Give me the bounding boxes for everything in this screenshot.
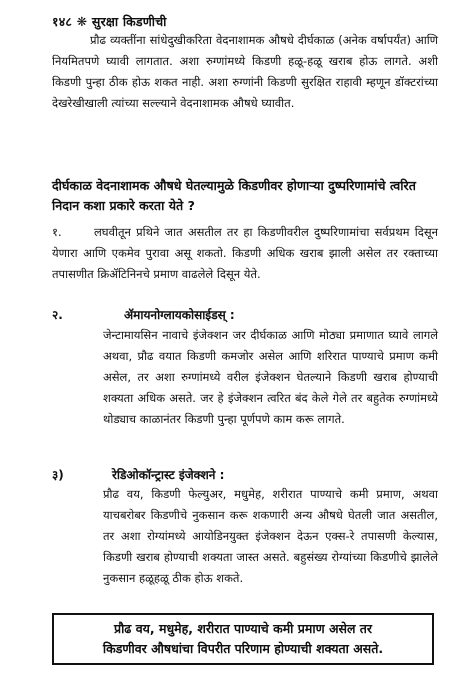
boxed-note	[52, 613, 434, 665]
item-number: ३)	[52, 468, 64, 482]
question-heading: दीर्घकाळ वेदनाशामक औषधे घेतल्यामुळे किडणीवर होणाऱ्या दुष्परिणामांचे त्वरित निदान कशा प्रकारे करता येते ?	[52, 178, 416, 213]
subheading-label: ॲमायनोग्लायकोसाईडस् :	[124, 308, 235, 322]
aminoglycosides-paragraph: जेन्टामायसिन नावाचे इंजेक्शन जर दीर्घकाळ आणि मोठ्या प्रमाणात घ्यावे लागले अथवा, प्रौढ वयात किडणी कमजोर असेल आणि शरिरात पाण्याचे प्रमाण कमी असेल, तर अशा रुग्णांमध्ये वरील इंजेक्शन घेतल्याने किडणी खराब होण्याची शक्यता अधिक असते. जर हे इंजेक्शन त्वरित बंद केले गेले तर बहुतेक रुग्णांमध्ये थोड्याच काळानंतर किडणी पुन्हा पूर्णपणे काम करू लागते.	[103, 328, 438, 426]
item-number: १.	[52, 225, 62, 239]
item-number: २.	[52, 308, 63, 322]
ornament-icon: ❋	[76, 14, 88, 29]
note-line-2: किडणीवर औषधांचा विपरीत परिणाम होण्याची शक्यता असते.	[102, 641, 384, 656]
radiocontrast-paragraph: प्रौढ वय, किडणी फेल्युअर, मधुमेह, शरीरात पाण्याचे कमी प्रमाण, अथवा याचबरोबर किडणीचे नुकसान करू शकणारी अन्य औषधे घेतली जात असतील, तर अशा रोग्यांमध्ये आयोडिनयुक्त इंजेक्शन देऊन एक्स-रे तपासणी केल्यास, किडणी खराब होण्याची शक्यता जास्त असते. बहुसंख्य रोग्यांच्या किडणीचे झालेले नुकसान हळूहळू ठीक होऊ शकते.	[103, 487, 438, 585]
note-line-1: प्रौढ वय, मधुमेह, शरीरात पाण्याचे कमी प्रमाण असेल तर	[113, 621, 373, 636]
subheading-aminoglycosides	[52, 306, 235, 323]
subheading-label: रेडिओकॉन्ट्रास्ट इंजेक्शने :	[112, 468, 225, 482]
page-number: १४८	[52, 14, 73, 29]
subheading-radiocontrast	[52, 466, 224, 483]
running-title: सुरक्षा किडणीची	[91, 14, 167, 29]
item-text: लघवीतून प्रथिने जात असतील तर हा किडणीवरील दुष्परिणामांचा सर्वप्रथम दिसून येणारा आणि एकमेव पुरावा असू शकतो. किडणी अधिक खराब झाली असेल तर रक्ताच्या तपासणीत क्रिॲटिनिनचे प्रमाण वाढलेले दिसून येते.	[52, 225, 438, 281]
page-header	[52, 13, 167, 30]
list-item-1	[52, 222, 438, 285]
intro-paragraph	[52, 30, 438, 114]
intro-text: प्रौढ व्यक्तींना सांधेदुखीकरिता वेदनाशामक औषधे दीर्घकाळ (अनेक वर्षापर्यंत) आणि नियमितपणे घ्यावी लागतात. अशा रुग्णांमध्ये किडणी हळू-हळू खराब होऊ लागते. अशी किडणी पुन्हा ठीक होऊ शकत नाही. अशा रुग्णांनी किडणी सुरक्षित राहावी म्हणून डॉक्टरांच्या देखरेखीखाली त्यांच्या सल्ल्याने वेदनाशामक औषधे घ्यावीत.	[52, 33, 438, 110]
